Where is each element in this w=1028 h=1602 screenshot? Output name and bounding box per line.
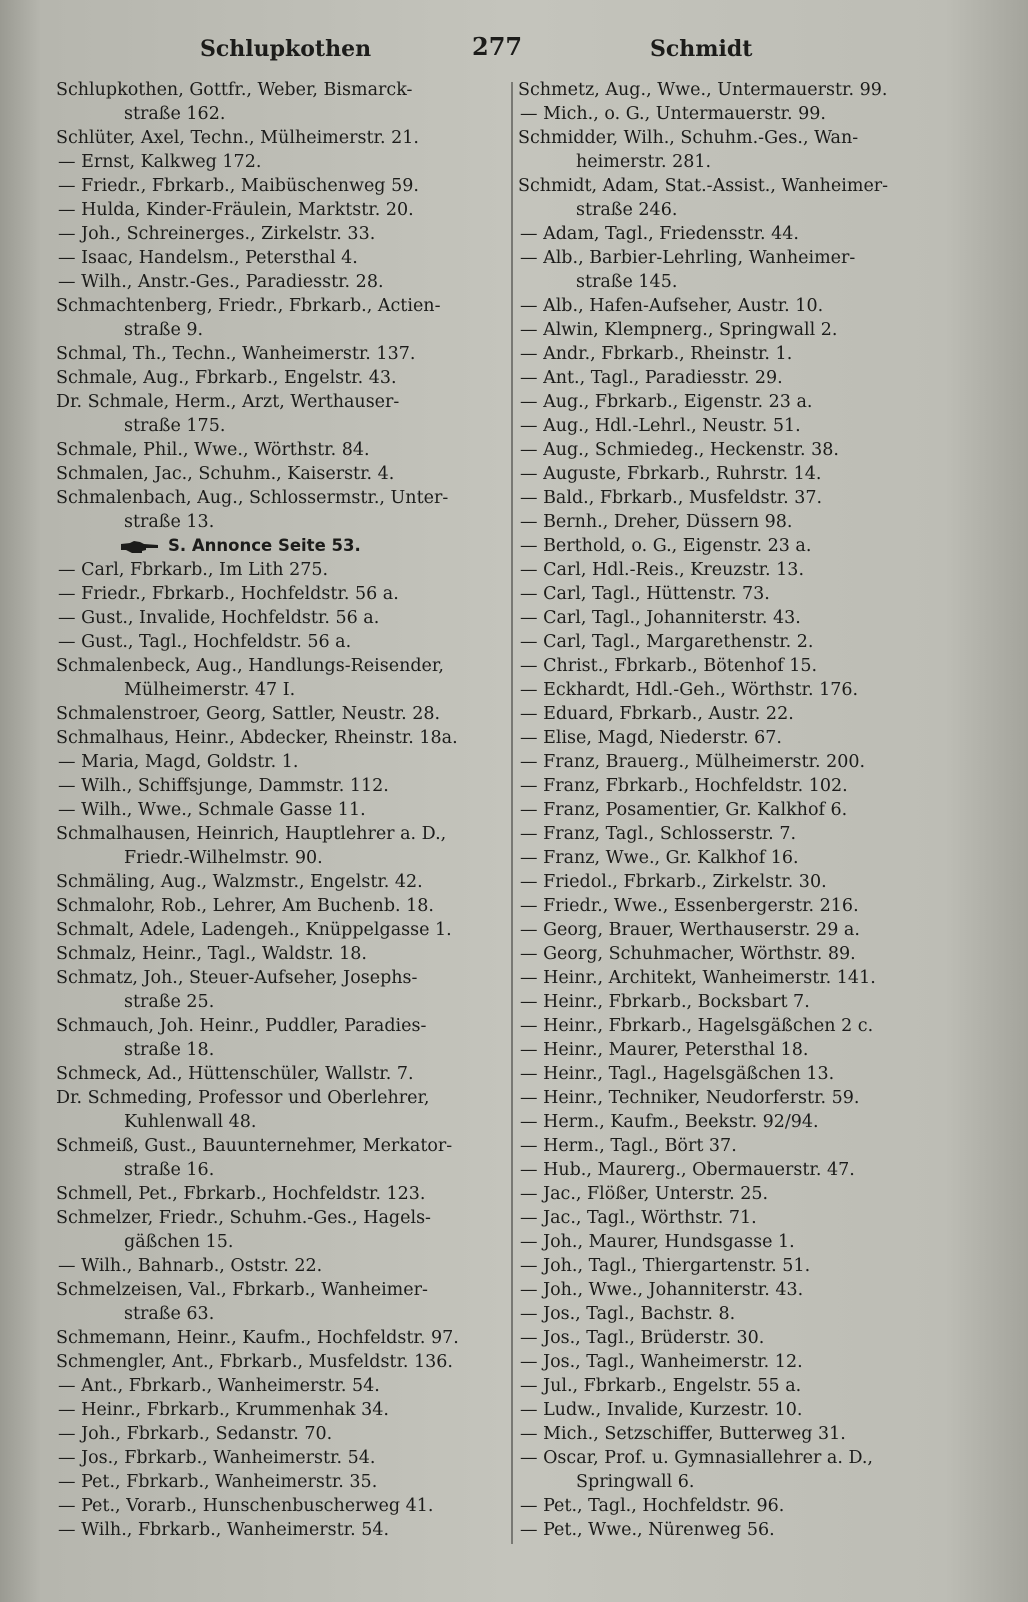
entry-text: — Heinr., Maurer, Petersthal 18. (520, 1040, 809, 1060)
entry-text: — Heinr., Fbrkarb., Krummenhak 34. (58, 1400, 389, 1420)
entry-text: — Maria, Magd, Goldstr. 1. (58, 752, 299, 772)
directory-subentry (56, 1398, 504, 1422)
entry-text: heimerstr. 281. (576, 152, 712, 172)
directory-subentry (518, 846, 988, 870)
entry-text: — Hub., Maurerg., Obermauerstr. 47. (520, 1160, 855, 1180)
directory-subentry (518, 294, 988, 318)
directory-entry (56, 702, 504, 726)
entry-text: straße 175. (124, 416, 226, 436)
entry-text: — Ant., Fbrkarb., Wanheimerstr. 54. (58, 1376, 380, 1396)
directory-entry (56, 1182, 504, 1206)
directory-entry (56, 1134, 504, 1158)
directory-subentry (518, 1038, 988, 1062)
entry-text: Schmalt, Adele, Ladengeh., Knüppelgasse 1. (56, 920, 452, 940)
directory-subentry (518, 462, 988, 486)
entry-text: Schmatz, Joh., Steuer-Aufseher, Josephs- (56, 968, 418, 988)
entry-text: — Christ., Fbrkarb., Bötenhof 15. (520, 656, 818, 676)
entry-text: straße 13. (124, 512, 215, 532)
entry-text: straße 18. (124, 1040, 215, 1060)
directory-subentry (56, 630, 504, 654)
directory-subentry (518, 102, 988, 126)
entry-text: — Isaac, Handelsm., Petersthal 4. (58, 248, 358, 268)
entry-continuation (56, 102, 504, 126)
directory-subentry (518, 390, 988, 414)
entry-continuation (56, 1110, 504, 1134)
entry-text: Friedr.-Wilhelmstr. 90. (124, 848, 323, 868)
entry-text: — Jos., Tagl., Brüderstr. 30. (520, 1328, 765, 1348)
entry-text: — Wilh., Fbrkarb., Wanheimerstr. 54. (58, 1520, 390, 1540)
directory-entry (56, 918, 504, 942)
entry-text: straße 25. (124, 992, 215, 1012)
entry-text: — Heinr., Fbrkarb., Bocksbart 7. (520, 992, 810, 1012)
entry-text: — Jos., Tagl., Wanheimerstr. 12. (520, 1352, 803, 1372)
directory-entry (56, 1062, 504, 1086)
entry-text: — Carl, Tagl., Hüttenstr. 73. (520, 584, 770, 604)
directory-subentry (518, 1110, 988, 1134)
directory-entry (56, 390, 504, 414)
entry-text: Schmäling, Aug., Walzmstr., Engelstr. 42. (56, 872, 423, 892)
entry-text: — Joh., Maurer, Hundsgasse 1. (520, 1232, 795, 1252)
directory-entry (56, 1014, 504, 1038)
entry-text: — Oscar, Prof. u. Gymnasiallehrer a. D., (520, 1448, 873, 1468)
entry-text: Schmalhaus, Heinr., Abdecker, Rheinstr. 18a. (56, 728, 458, 748)
directory-entry (56, 966, 504, 990)
directory-subentry (56, 198, 504, 222)
entry-text: — Jul., Fbrkarb., Engelstr. 55 a. (520, 1376, 802, 1396)
entry-text: straße 145. (576, 272, 678, 292)
entry-text: — Wilh., Bahnarb., Oststr. 22. (58, 1256, 323, 1276)
directory-entry (56, 894, 504, 918)
directory-subentry (518, 630, 988, 654)
entry-continuation (56, 1230, 504, 1254)
entry-text: — Friedr., Wwe., Essenbergerstr. 216. (520, 896, 859, 916)
directory-entry (56, 942, 504, 966)
entry-text: Schmeiß, Gust., Bauunternehmer, Merkator- (56, 1136, 453, 1156)
entry-text: — Eckhardt, Hdl.-Geh., Wörthstr. 176. (520, 680, 859, 700)
directory-subentry (56, 606, 504, 630)
entry-text: — Pet., Fbrkarb., Wanheimerstr. 35. (58, 1472, 378, 1492)
entry-text: — Georg, Brauer, Werthauserstr. 29 a. (520, 920, 860, 940)
directory-subentry (518, 510, 988, 534)
entry-text: Schmalhausen, Heinrich, Hauptlehrer a. D., (56, 824, 447, 844)
directory-subentry (518, 942, 988, 966)
directory-subentry (56, 750, 504, 774)
entry-text: Schmalenbeck, Aug., Handlungs-Reisender, (56, 656, 444, 676)
entry-text: — Eduard, Fbrkarb., Austr. 22. (520, 704, 794, 724)
directory-subentry (56, 582, 504, 606)
directory-entry (56, 1326, 504, 1350)
entry-continuation (56, 1158, 504, 1182)
entry-text: — Ant., Tagl., Paradiesstr. 29. (520, 368, 783, 388)
directory-subentry (56, 798, 504, 822)
entry-text: — Gust., Tagl., Hochfeldstr. 56 a. (58, 632, 352, 652)
entry-text: — Heinr., Fbrkarb., Hagelsgäßchen 2 c. (520, 1016, 874, 1036)
entry-text: Schmal, Th., Techn., Wanheimerstr. 137. (56, 344, 416, 364)
entry-text: Schmale, Phil., Wwe., Wörthstr. 84. (56, 440, 370, 460)
directory-subentry (518, 678, 988, 702)
directory-subentry (518, 318, 988, 342)
entry-text: Schmengler, Ant., Fbrkarb., Musfeldstr. 136. (56, 1352, 453, 1372)
entry-text: — Heinr., Techniker, Neudorferstr. 59. (520, 1088, 860, 1108)
directory-subentry (518, 966, 988, 990)
directory-subentry (518, 798, 988, 822)
directory-entry (56, 342, 504, 366)
directory-subentry (56, 270, 504, 294)
directory-subentry (518, 1206, 988, 1230)
directory-entry (56, 126, 504, 150)
entry-text: Schmell, Pet., Fbrkarb., Hochfeldstr. 123. (56, 1184, 426, 1204)
entry-text: — Joh., Tagl., Thiergartenstr. 51. (520, 1256, 811, 1276)
entry-text: — Adam, Tagl., Friedensstr. 44. (520, 224, 799, 244)
directory-subentry (518, 486, 988, 510)
entry-text: — Berthold, o. G., Eigenstr. 23 a. (520, 536, 812, 556)
entry-text: — Hulda, Kinder-Fräulein, Marktstr. 20. (58, 200, 414, 220)
directory-subentry (518, 1374, 988, 1398)
directory-subentry (56, 1470, 504, 1494)
entry-text: — Friedol., Fbrkarb., Zirkelstr. 30. (520, 872, 827, 892)
directory-subentry (518, 414, 988, 438)
entry-text: — Bald., Fbrkarb., Musfeldstr. 37. (520, 488, 823, 508)
directory-subentry (518, 1326, 988, 1350)
entry-text: Schmelzeisen, Val., Fbrkarb., Wanheimer- (56, 1280, 428, 1300)
entry-text: — Georg, Schuhmacher, Wörthstr. 89. (520, 944, 856, 964)
entry-continuation (56, 1038, 504, 1062)
entry-text: — Alb., Hafen-Aufseher, Austr. 10. (520, 296, 824, 316)
directory-subentry (518, 774, 988, 798)
directory-subentry (518, 1134, 988, 1158)
entry-text: — Franz, Posamentier, Gr. Kalkhof 6. (520, 800, 848, 820)
directory-subentry (518, 1350, 988, 1374)
directory-subentry (518, 1398, 988, 1422)
directory-subentry (518, 342, 988, 366)
entry-text: — Franz, Wwe., Gr. Kalkhof 16. (520, 848, 799, 868)
directory-entry (56, 486, 504, 510)
directory-subentry (518, 1230, 988, 1254)
directory-subentry (518, 1422, 988, 1446)
entry-text: — Carl, Tagl., Johanniterstr. 43. (520, 608, 801, 628)
directory-subentry (56, 1446, 504, 1470)
entry-text: — Carl, Hdl.-Reis., Kreuzstr. 13. (520, 560, 805, 580)
entry-continuation (518, 150, 988, 174)
entry-continuation (56, 678, 504, 702)
entry-text: Schmalz, Heinr., Tagl., Waldstr. 18. (56, 944, 367, 964)
entry-text: S. Annonce Seite 53. (168, 536, 361, 555)
entry-text: — Heinr., Tagl., Hagelsgäßchen 13. (520, 1064, 835, 1084)
entry-text: Schmauch, Joh. Heinr., Puddler, Paradies- (56, 1016, 427, 1036)
entry-text: Mülheimerstr. 47 I. (124, 680, 296, 700)
entry-text: straße 16. (124, 1160, 215, 1180)
directory-subentry (518, 246, 988, 270)
entry-text: Dr. Schmeding, Professor und Oberlehrer, (56, 1088, 430, 1108)
entry-text: — Franz, Brauerg., Mülheimerstr. 200. (520, 752, 866, 772)
directory-subentry (56, 1494, 504, 1518)
entry-text: — Aug., Hdl.-Lehrl., Neustr. 51. (520, 416, 801, 436)
entry-text: Schmelzer, Friedr., Schuhm.-Ges., Hagels- (56, 1208, 431, 1228)
entry-text: — Heinr., Architekt, Wanheimerstr. 141. (520, 968, 876, 988)
directory-entry (56, 294, 504, 318)
directory-subentry (56, 1254, 504, 1278)
directory-subentry (518, 822, 988, 846)
directory-subentry (518, 222, 988, 246)
entry-continuation (518, 270, 988, 294)
entry-text: — Jos., Fbrkarb., Wanheimerstr. 54. (58, 1448, 376, 1468)
directory-entry (56, 1206, 504, 1230)
directory-entry (56, 870, 504, 894)
entry-text: Springwall 6. (576, 1472, 695, 1492)
entry-text: — Ludw., Invalide, Kurzestr. 10. (520, 1400, 803, 1420)
entry-continuation (56, 1302, 504, 1326)
running-head-right: Schmidt (650, 36, 753, 62)
entry-text: Schmemann, Heinr., Kaufm., Hochfeldstr. 97. (56, 1328, 459, 1348)
left-column (56, 78, 504, 1542)
directory-entry (56, 654, 504, 678)
directory-subentry (56, 1422, 504, 1446)
entry-text: Schmachtenberg, Friedr., Fbrkarb., Actien- (56, 296, 441, 316)
entry-continuation (518, 1470, 988, 1494)
entry-text: — Jos., Tagl., Bachstr. 8. (520, 1304, 736, 1324)
entry-text: — Pet., Tagl., Hochfeldstr. 96. (520, 1496, 785, 1516)
directory-subentry (518, 750, 988, 774)
entry-text: straße 63. (124, 1304, 215, 1324)
right-column (518, 78, 988, 1542)
directory-subentry (518, 1494, 988, 1518)
entry-continuation (56, 414, 504, 438)
entry-text: Schmalenstroer, Georg, Sattler, Neustr. 28. (56, 704, 441, 724)
entry-text: Schlüter, Axel, Techn., Mülheimerstr. 21. (56, 128, 419, 148)
entry-continuation (56, 318, 504, 342)
directory-subentry (56, 222, 504, 246)
directory-entry (56, 1086, 504, 1110)
entry-text: — Herm., Tagl., Bört 37. (520, 1136, 737, 1156)
directory-entry (56, 366, 504, 390)
entry-text: — Aug., Fbrkarb., Eigenstr. 23 a. (520, 392, 813, 412)
entry-text: — Elise, Magd, Niederstr. 67. (520, 728, 782, 748)
entry-text: — Carl, Fbrkarb., Im Lith 275. (58, 560, 329, 580)
directory-subentry (518, 1062, 988, 1086)
entry-text: Schmeck, Ad., Hüttenschüler, Wallstr. 7. (56, 1064, 414, 1084)
directory-subentry (518, 558, 988, 582)
directory-subentry (518, 1302, 988, 1326)
entry-continuation (56, 846, 504, 870)
directory-subentry (518, 366, 988, 390)
directory-entry (518, 126, 988, 150)
entry-text: Schmalenbach, Aug., Schlossermstr., Unter- (56, 488, 449, 508)
entry-text: — Joh., Fbrkarb., Sedanstr. 70. (58, 1424, 333, 1444)
directory-subentry (518, 1278, 988, 1302)
directory-subentry (518, 606, 988, 630)
directory-subentry (56, 246, 504, 270)
entry-text: — Alb., Barbier-Lehrling, Wanheimer- (520, 248, 856, 268)
entry-text: — Friedr., Fbrkarb., Hochfeldstr. 56 a. (58, 584, 399, 604)
directory-subentry (56, 558, 504, 582)
entry-text: — Carl, Tagl., Margarethenstr. 2. (520, 632, 814, 652)
running-head-left: Schlupkothen (200, 36, 372, 62)
entry-text: — Wilh., Anstr.-Ges., Paradiesstr. 28. (58, 272, 384, 292)
entry-text: Schmidder, Wilh., Schuhm.-Ges., Wan- (518, 128, 859, 148)
directory-subentry (56, 174, 504, 198)
entry-text: — Franz, Tagl., Schlosserstr. 7. (520, 824, 797, 844)
directory-subentry (518, 1254, 988, 1278)
directory-subentry (518, 1182, 988, 1206)
directory-subentry (518, 726, 988, 750)
directory-subentry (518, 438, 988, 462)
entry-continuation (518, 198, 988, 222)
entry-text: straße 162. (124, 104, 226, 124)
directory-subentry (518, 1158, 988, 1182)
directory-subentry (56, 1518, 504, 1542)
entry-text: — Mich., Setzschiffer, Butterweg 31. (520, 1424, 846, 1444)
entry-text: Schmetz, Aug., Wwe., Untermauerstr. 99. (518, 80, 888, 100)
entry-text: — Wilh., Schiffsjunge, Dammstr. 112. (58, 776, 389, 796)
directory-subentry (56, 774, 504, 798)
directory-subentry (518, 990, 988, 1014)
entry-text: straße 9. (124, 320, 204, 340)
directory-subentry (518, 870, 988, 894)
directory-subentry (518, 654, 988, 678)
directory-subentry (518, 702, 988, 726)
entry-text: — Jac., Flößer, Unterstr. 25. (520, 1184, 769, 1204)
entry-text: — Joh., Schreinerges., Zirkelstr. 33. (58, 224, 376, 244)
entry-text: — Joh., Wwe., Johanniterstr. 43. (520, 1280, 804, 1300)
entry-text: Schlupkothen, Gottfr., Weber, Bismarck- (56, 80, 413, 100)
directory-subentry (518, 894, 988, 918)
directory-entry (56, 1278, 504, 1302)
column-divider (511, 82, 513, 1544)
entry-text: — Jac., Tagl., Wörthstr. 71. (520, 1208, 757, 1228)
directory-entry (56, 462, 504, 486)
directory-subentry (518, 534, 988, 558)
entry-text: Schmalohr, Rob., Lehrer, Am Buchenb. 18. (56, 896, 434, 916)
directory-entry (56, 1350, 504, 1374)
entry-text: — Pet., Wwe., Nürenweg 56. (520, 1520, 775, 1540)
directory-subentry (518, 918, 988, 942)
entry-text: Kuhlenwall 48. (124, 1112, 257, 1132)
entry-text: — Mich., o. G., Untermauerstr. 99. (520, 104, 826, 124)
entry-text: Dr. Schmale, Herm., Arzt, Werthauser- (56, 392, 400, 412)
entry-text: — Gust., Invalide, Hochfeldstr. 56 a. (58, 608, 380, 628)
directory-entry (56, 822, 504, 846)
entry-text: — Franz, Fbrkarb., Hochfeldstr. 102. (520, 776, 848, 796)
directory-subentry (518, 1518, 988, 1542)
entry-text: straße 246. (576, 200, 678, 220)
pointing-hand-icon (120, 540, 160, 554)
entry-text: — Pet., Vorarb., Hunschenbuscherweg 41. (58, 1496, 434, 1516)
directory-subentry (518, 1446, 988, 1470)
entry-text: — Friedr., Fbrkarb., Maibüschenweg 59. (58, 176, 419, 196)
directory-entry (56, 78, 504, 102)
directory-entry (56, 438, 504, 462)
entry-text: — Andr., Fbrkarb., Rheinstr. 1. (520, 344, 793, 364)
directory-subentry (518, 1014, 988, 1038)
directory-subentry (518, 1086, 988, 1110)
entry-text: — Aug., Schmiedeg., Heckenstr. 38. (520, 440, 839, 460)
entry-text: Schmale, Aug., Fbrkarb., Engelstr. 43. (56, 368, 397, 388)
entry-text: Schmalen, Jac., Schuhm., Kaiserstr. 4. (56, 464, 395, 484)
directory-subentry (56, 1374, 504, 1398)
annonce-reference (56, 534, 504, 558)
entry-text: — Wilh., Wwe., Schmale Gasse 11. (58, 800, 366, 820)
directory-subentry (518, 582, 988, 606)
directory-subentry (56, 150, 504, 174)
entry-text: — Alwin, Klempnerg., Springwall 2. (520, 320, 838, 340)
entry-continuation (56, 510, 504, 534)
entry-text: gäßchen 15. (124, 1232, 234, 1252)
directory-entry (518, 174, 988, 198)
directory-entry (518, 78, 988, 102)
entry-text: — Auguste, Fbrkarb., Ruhrstr. 14. (520, 464, 822, 484)
entry-text: — Ernst, Kalkweg 172. (58, 152, 262, 172)
page-number: 277 (472, 32, 523, 61)
directory-entry (56, 726, 504, 750)
entry-text: — Herm., Kaufm., Beekstr. 92/94. (520, 1112, 819, 1132)
entry-text: — Bernh., Dreher, Düssern 98. (520, 512, 793, 532)
entry-continuation (56, 990, 504, 1014)
entry-text: Schmidt, Adam, Stat.-Assist., Wanheimer- (518, 176, 889, 196)
page-header (0, 28, 1028, 68)
